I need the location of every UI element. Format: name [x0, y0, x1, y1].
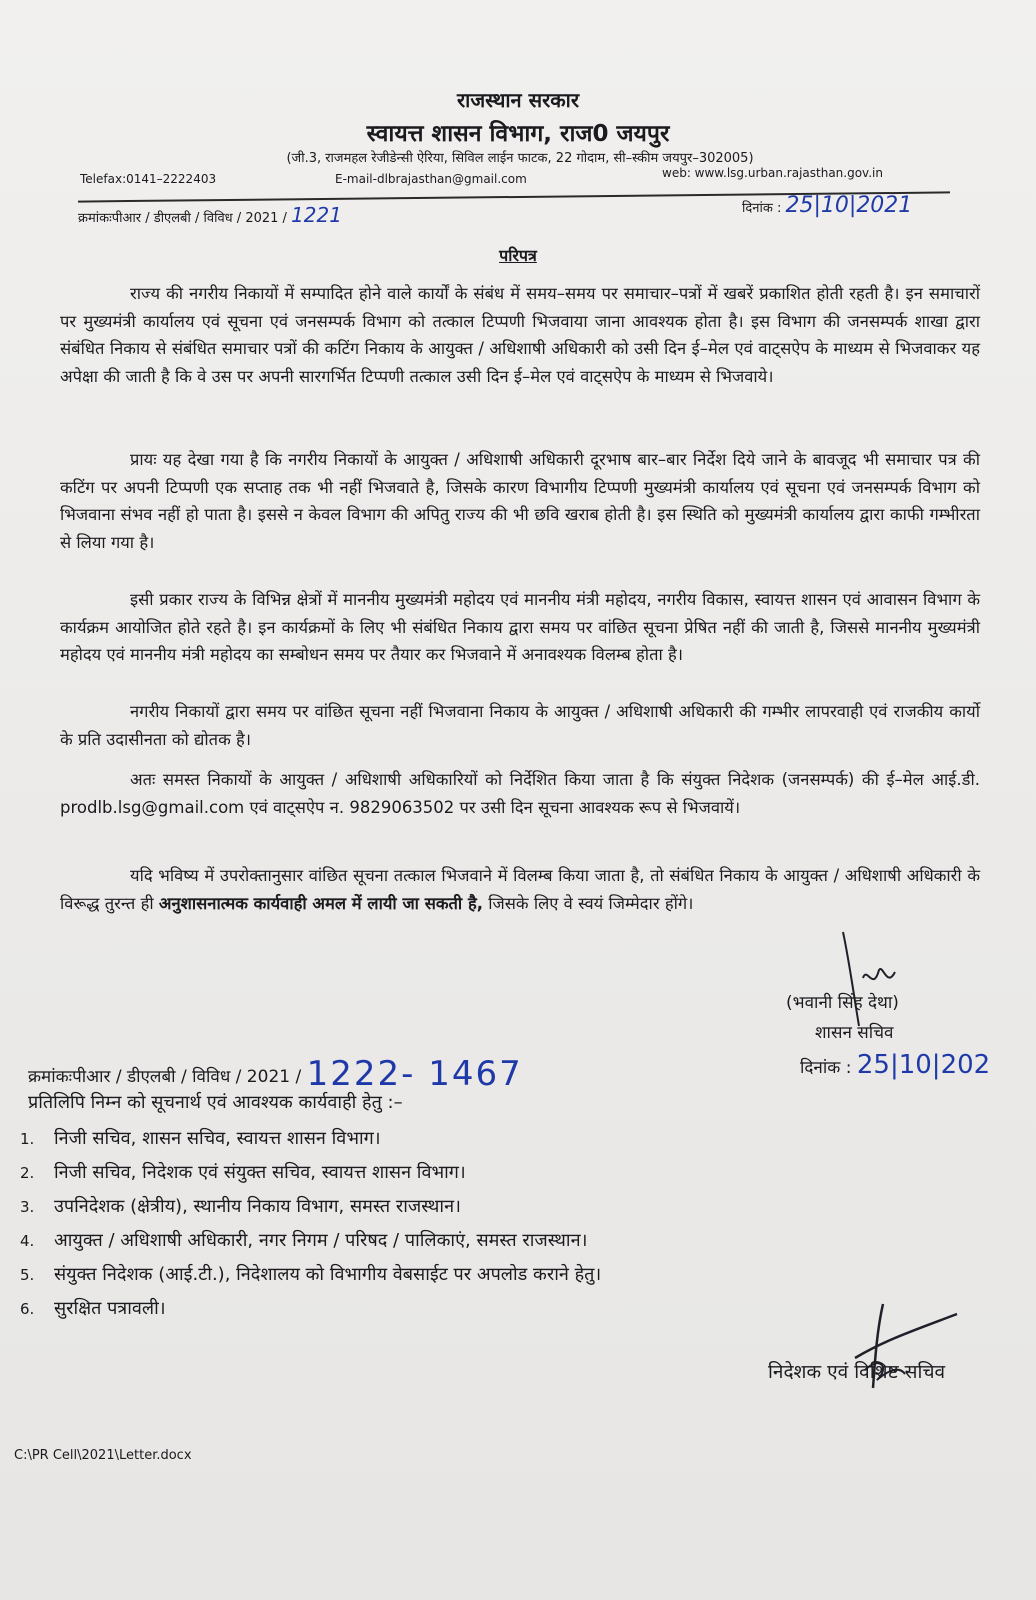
- list-item-text: सुरक्षित पत्रावली।: [54, 1298, 166, 1319]
- reference-number: [78, 203, 342, 227]
- copy-list: [20, 1122, 1000, 1326]
- reference-date-label: दिनांक :: [742, 201, 782, 216]
- reference-date: [742, 193, 912, 218]
- list-item: [20, 1156, 1000, 1190]
- second-signatory: निदेशक एवं विशिष्ट सचिव: [768, 1361, 946, 1383]
- signatory-date-handwritten: 25|10|202: [856, 1050, 991, 1080]
- copy-reference-handwritten: 1222- 1467: [306, 1054, 523, 1094]
- paragraph-2: प्रायः यह देखा गया है कि नगरीय निकायों के आयुक्त / अधिशाषी अधिकारी दूरभाष बार–बार निर्देश दिये जाने के बावजूद भी समाचार पत्र की कटिंग पर अपनी टिप्पणी एक सप्ताह तक भी नहीं भिजवाते है, जिसके कारण विभागीय टिप्पणी मुख्यमंत्री कार्यालय एवं सूचना एवं जनसम्पर्क विभाग को भिजवाना संभव नहीं हो पाता है। इससे न केवल विभाग की अपितु राज्य की भी छवि खराब होती है। इस स्थिति को मुख्यमंत्री कार्यालय द्वारा काफी गम्भीरता से लिया गया है।: [60, 450, 980, 552]
- footer-file-path: C:\PR Cell\2021\Letter.docx: [14, 1448, 192, 1463]
- copy-intro: प्रतिलिपि निम्न को सूचनार्थ एवं आवश्यक कार्यवाही हेतु :–: [28, 1092, 403, 1113]
- department-heading: स्वायत्त शासन विभाग, राज0 जयपुर: [366, 121, 670, 147]
- copy-reference-number: [28, 1054, 523, 1094]
- list-item-text: उपनिदेशक (क्षेत्रीय), स्थानीय निकाय विभाग, समस्त राजस्थान।: [54, 1196, 461, 1217]
- list-item: [20, 1224, 1000, 1258]
- list-item-text: संयुक्त निदेशक (आई.टी.), निदेशालय को विभागीय वेबसाईट पर अपलोड कराने हेतु।: [54, 1264, 602, 1285]
- signatory-date: [800, 1050, 990, 1080]
- paragraph-6-bold: अनुशासनात्मक कार्यवाही अमल में लायी जा सकती है,: [158, 893, 483, 913]
- list-item-number: 2.: [20, 1164, 35, 1182]
- email-address: E-mail-dlbrajasthan@gmail.com: [335, 172, 527, 186]
- list-item: [20, 1258, 1000, 1292]
- paragraph-5: अतः समस्त निकायों के आयुक्त / अधिशाषी अधिकारियों को निर्देशित किया जाता है कि संयुक्त निदेशक (जनसम्पर्क) की ई–मेल आई.डी. prodlb.lsg@gmail.com एवं वाट्सऐप न. 9829063502 पर उसी दिन सूचना आवश्यक रूप से भिजवायें।: [60, 770, 980, 817]
- list-item-number: 6.: [20, 1300, 35, 1318]
- list-item-number: 4.: [20, 1232, 35, 1250]
- signature-mark: [835, 930, 905, 1030]
- list-item-text: निजी सचिव, शासन सचिव, स्वायत्त शासन विभाग।: [54, 1128, 381, 1149]
- circular-title-text: परिपत्र: [499, 246, 537, 265]
- paragraph-3: इसी प्रकार राज्य के विभिन्न क्षेत्रों में माननीय मुख्यमंत्री महोदय एवं माननीय मंत्री महोदय, नगरीय विकास, स्वायत्त शासन एवं आवासन विभाग के कार्यक्रम आयोजित होते रहते है। इन कार्यक्रमों के लिए भी संबंधित निकाय द्वारा समय पर वांछित सूचना प्रेषित नहीं की जाती है, जिससे माननीय मुख्यमंत्री महोदय एवं माननीय मंत्री महोदय का सम्बोधन समय पर तैयार कर भिजवाने में अनावश्यक विलम्ब होता है।: [60, 590, 980, 664]
- signatory-designation: शासन सचिव: [815, 1023, 894, 1043]
- list-item-number: 1.: [20, 1130, 35, 1148]
- reference-number-label: क्रमांकःपीआर / डीएलबी / विविध / 2021 /: [78, 211, 287, 226]
- paragraph-4: नगरीय निकायों द्वारा समय पर वांछित सूचना नहीं भिजवाना निकाय के आयुक्त / अधिशाषी अधिकारी की गम्भीर लापरवाही एवं राजकीय कार्यो के प्रति उदासीनता को द्योतक है।: [60, 702, 980, 749]
- telefax: Telefax:0141–2222403: [80, 172, 217, 186]
- circular-title: [0, 244, 1036, 266]
- signatory-name: (भवानी सिंह देथा): [786, 993, 899, 1013]
- list-item: [20, 1122, 1000, 1156]
- paragraph-6-tail: जिसके लिए वे स्वयं जिम्मेदार होंगे।: [482, 893, 694, 913]
- copy-reference-label: क्रमांकःपीआर / डीएलबी / विविध / 2021 /: [28, 1067, 302, 1087]
- paragraph-6-text: यदि भविष्य में उपरोक्तानुसार वांछित सूचना तत्काल भिजवाने में विलम्ब किया जाता है, तो संबंधित निकाय के आयुक्त / अधिशाषी अधिकारी के विरूद्ध तुरन्त ही: [60, 866, 980, 913]
- reference-date-handwritten: 25|10|2021: [785, 193, 913, 218]
- list-item-number: 5.: [20, 1266, 35, 1284]
- list-item: [20, 1190, 1000, 1224]
- office-address: (जी.3, राजमहल रेजीडेन्सी ऐरिया, सिविल लाईन फाटक, 22 गोदाम, सी–स्कीम जयपुर–302005): [286, 151, 754, 166]
- government-heading: राजस्थान सरकार: [456, 88, 580, 112]
- list-item-text: निजी सचिव, निदेशक एवं संयुक्त सचिव, स्वायत्त शासन विभाग।: [54, 1162, 466, 1183]
- list-item-number: 3.: [20, 1198, 35, 1216]
- paragraph-6: [60, 862, 980, 917]
- paragraph-1: राज्य की नगरीय निकायों में सम्पादित होने वाले कार्यों के संबंध में समय–समय पर समाचार–पत्रों में खबरें प्रकाशित होती रहती है। इन समाचारों पर मुख्यमंत्री कार्यालय एवं सूचना एवं जनसम्पर्क विभाग को तत्काल टिप्पणी भिजवाया जाना आवश्यक होता है। इस विभाग की जनसम्पर्क शाखा द्वारा संबंधित निकाय से संबंधित समाचार पत्रों की कटिंग निकाय के आयुक्त / अधिशाषी अधिकारी को उसी दिन ई–मेल एवं वाट्सऐप के माध्यम से भिजवाकर यह अपेक्षा की जाती है कि वे उस पर अपनी सारगर्भित टिप्पणी तत्काल उसी दिन ई–मेल एवं वाट्सऐप के माध्यम से भिजवाये।: [60, 284, 980, 386]
- list-item-text: आयुक्त / अधिशाषी अधिकारी, नगर निगम / परिषद / पालिकाएं, समस्त राजस्थान।: [54, 1230, 588, 1251]
- reference-number-handwritten: 1221: [291, 203, 342, 227]
- signatory-date-label: दिनांक :: [800, 1058, 852, 1078]
- website: web: www.lsg.urban.rajasthan.gov.in: [662, 166, 883, 180]
